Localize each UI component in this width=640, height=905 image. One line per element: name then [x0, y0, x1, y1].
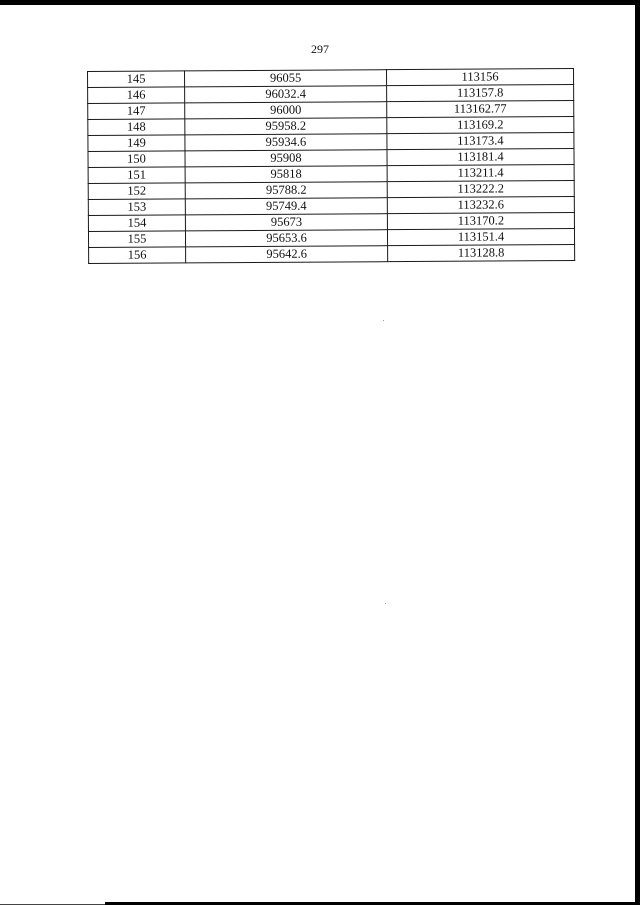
value-a-cell: 95749.4: [185, 198, 387, 215]
value-b-cell: 113170.2: [387, 213, 574, 230]
value-a-cell: 95642.6: [186, 246, 388, 263]
value-b-cell: 113173.4: [387, 133, 574, 150]
page-number: 297: [311, 42, 329, 56]
value-a-cell: 95788.2: [185, 182, 387, 199]
value-a-cell: 95818: [185, 166, 387, 183]
value-a-cell: 96032.4: [185, 86, 387, 103]
row-number-cell: 150: [88, 151, 185, 168]
row-number-cell: 148: [88, 119, 185, 136]
scan-border-top: [0, 0, 640, 5]
row-number-cell: 152: [88, 183, 185, 200]
row-number-cell: 155: [88, 231, 185, 248]
scan-speck: [383, 320, 384, 321]
value-a-cell: 95934.6: [185, 134, 387, 151]
value-b-cell: 113232.6: [387, 197, 574, 214]
value-a-cell: 96000: [185, 102, 387, 119]
value-a-cell: 95673: [185, 214, 387, 231]
row-number-cell: 154: [88, 215, 185, 232]
value-b-cell: 113211.4: [387, 165, 574, 182]
value-a-cell: 95958.2: [185, 118, 387, 135]
value-b-cell: 113169.2: [387, 117, 574, 134]
value-a-cell: 96055: [185, 70, 387, 87]
scan-speck: [385, 603, 386, 604]
value-b-cell: 113222.2: [387, 181, 574, 198]
coordinates-table: [87, 68, 575, 264]
row-number-cell: 151: [88, 167, 185, 184]
row-number-cell: 147: [88, 103, 185, 120]
row-number-cell: 153: [88, 199, 185, 216]
scan-border-right: [635, 0, 640, 905]
value-a-cell: 95653.6: [185, 230, 387, 247]
table-body: [88, 69, 575, 264]
row-number-cell: 145: [88, 71, 185, 88]
row-number-cell: 146: [88, 87, 185, 104]
value-b-cell: 113181.4: [387, 149, 574, 166]
value-b-cell: 113128.8: [388, 245, 575, 262]
value-b-cell: 113151.4: [387, 229, 574, 246]
value-b-cell: 113162.77: [387, 101, 574, 118]
value-b-cell: 113157.8: [387, 85, 574, 102]
row-number-cell: 149: [88, 135, 185, 152]
table-row: [89, 245, 575, 264]
value-b-cell: 113156: [386, 69, 573, 86]
value-a-cell: 95908: [185, 150, 387, 167]
row-number-cell: 156: [89, 247, 186, 264]
